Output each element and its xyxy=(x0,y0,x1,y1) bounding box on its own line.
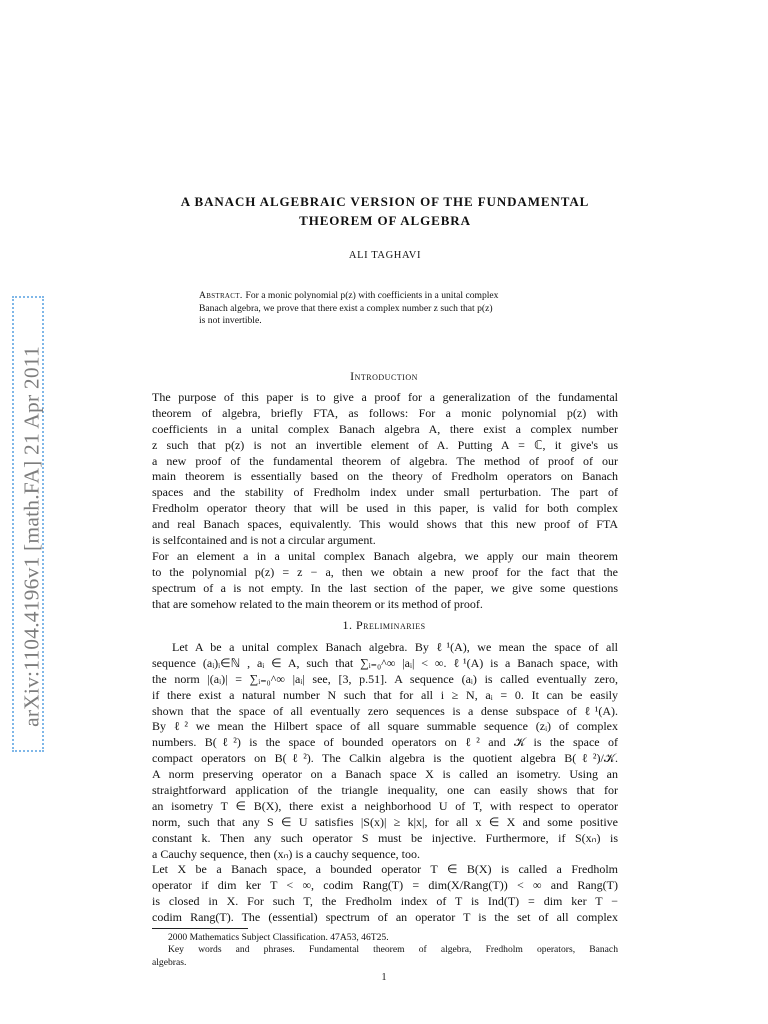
abstract-line-3: is not invertible. xyxy=(199,315,262,327)
prelim-line: By ℓ² we mean the Hilbert space of all square summable sequence (zᵢ) of complex xyxy=(152,719,618,734)
prelim-line: an isometry T ∈ B(X), there exist a neighborhood U of T, with respect to operator xyxy=(152,798,618,813)
prelim-line: compact operators on B(ℓ²). The Calkin algebra is the quotient algebra B(ℓ²)/𝒦. xyxy=(152,751,618,766)
prelim-line: a Cauchy sequence, then (xₙ) is a cauchy sequence, too. xyxy=(152,846,421,861)
title-line-1: A BANACH ALGEBRAIC VERSION OF THE FUNDAMENTAL xyxy=(180,194,590,209)
prelim-line: if there exist a natural number N such that for all i ≥ N, aᵢ = 0. It can be easily xyxy=(152,687,618,702)
footnote-rule xyxy=(152,928,248,929)
abstract-label: Abstract. xyxy=(199,290,243,301)
preliminaries-body xyxy=(152,640,618,926)
prelim-line: shown that the space of all eventually zero sequences is a dense subspace of ℓ¹(A). xyxy=(152,703,618,718)
section-number: 1. xyxy=(342,618,353,632)
title-line-2: THEOREM OF ALGEBRA xyxy=(299,213,471,228)
intro-line: Fredholm operator theory that will be used in this paper, is valid for both complex xyxy=(152,501,618,516)
abstract-line-2: Banach algebra, we prove that there exist a complex number z such that p(z) xyxy=(199,302,493,314)
introduction-heading: Introduction xyxy=(350,369,418,383)
paper-title xyxy=(150,192,620,230)
prelim-line: constant k. Then any such operator S must be injective. Furthermore, if S(xₙ) is xyxy=(152,830,618,845)
footnote-keywords: Key words and phrases. Fundamental theorem of algebra, Fredholm operators, Banach xyxy=(168,944,618,956)
footnote-msc: 2000 Mathematics Subject Classification. 47A53, 46T25. xyxy=(168,932,389,943)
footnotes xyxy=(152,932,618,969)
prelim-line: is closed in X. For such T, the Fredholm index of T is Ind(T) = dim ker T − xyxy=(152,894,618,909)
intro-line: spectrum of a is not empty. In the last section of the paper, we give some questions xyxy=(152,580,618,595)
arxiv-identifier: arXiv:1104.4196v1 [math.FA] 21 Apr 2011 xyxy=(19,346,44,727)
prelim-line: codim Rang(T). The (essential) spectrum of an operator T is the set of all complex xyxy=(152,910,618,925)
intro-line: The purpose of this paper is to give a proof for a generalization of the fundamental xyxy=(152,390,618,404)
section-title: Preliminaries xyxy=(355,618,426,632)
prelim-line: Let A be a unital complex Banach algebra. By ℓ¹(A), we mean the space of all xyxy=(172,640,618,654)
intro-line: is selfcontained and is not a circular argument. xyxy=(152,533,376,548)
introduction-body xyxy=(152,390,618,612)
prelim-line: norm, such that any S ∈ U satisfies |S(x)| ≥ k|x|, for all x ∈ X and some positive xyxy=(152,814,618,829)
page-number: 1 xyxy=(381,972,387,983)
prelim-line: A norm preserving operator on a Banach space X is called an isometry. Using an xyxy=(152,767,618,782)
intro-line: z such that p(z) is not an invertible element of A. Putting A = ℂ, it give's us xyxy=(152,437,618,452)
abstract-text-1: For a monic polynomial p(z) with coefficients in a unital complex xyxy=(245,290,499,301)
prelim-line: straightforward application of the triangle inequality, one can easily shows that for xyxy=(152,783,618,798)
prelim-line: Let X be a Banach space, a bounded operator T ∈ B(X) is called a Fredholm xyxy=(152,862,618,877)
abstract-line-1 xyxy=(199,290,571,303)
intro-line: spaces and the stability of Fredholm index under small perturbation. The part of xyxy=(152,485,618,500)
prelim-line: the norm |(aᵢ)| = ∑ᵢ₌₀^∞ |aᵢ| see, [3, p.51]. A sequence (aᵢ) is called eventually zero, xyxy=(152,671,618,686)
intro-line: theorem of algebra, briefly FTA, as follows: For a monic polynomial p(z) with xyxy=(152,405,618,420)
prelim-line: sequence (aᵢ)ᵢ∈ℕ , aᵢ ∈ A, such that ∑ᵢ₌₀^∞ |aᵢ| < ∞. ℓ¹(A) is a Banach space, with xyxy=(152,655,618,670)
prelim-line: operator if dim ker T < ∞, codim Rang(T) = dim(X/Rang(T)) < ∞ and Rang(T) xyxy=(152,878,618,893)
intro-line: a new proof of the fundamental theorem of algebra. The method of proof of our xyxy=(152,453,618,468)
intro-line: that are somehow related to the main theorem or its method of proof. xyxy=(152,596,483,611)
prelim-line: numbers. B(ℓ²) is the space of bounded operators on ℓ² and 𝒦 is the space of xyxy=(152,735,618,750)
intro-line: coefficients in a unital complex Banach algebra A, there exist a complex number xyxy=(152,421,618,436)
intro-line: to the polynomial p(z) = z − a, then we obtain a new proof for the fact that the xyxy=(152,564,618,579)
intro-line: For an element a in a unital complex Banach algebra, we apply our main theorem xyxy=(152,548,618,563)
footnote-keywords-cont: algebras. xyxy=(152,956,187,968)
intro-line: and real Banach spaces, equivalently. This would shows that this new proof of FTA xyxy=(152,517,618,532)
abstract xyxy=(199,290,571,328)
intro-line: main theorem is essentially based on the theory of Fredholm operators on Banach xyxy=(152,469,618,484)
author-name: ALI TAGHAVI xyxy=(348,250,422,261)
preliminaries-heading xyxy=(150,618,618,633)
